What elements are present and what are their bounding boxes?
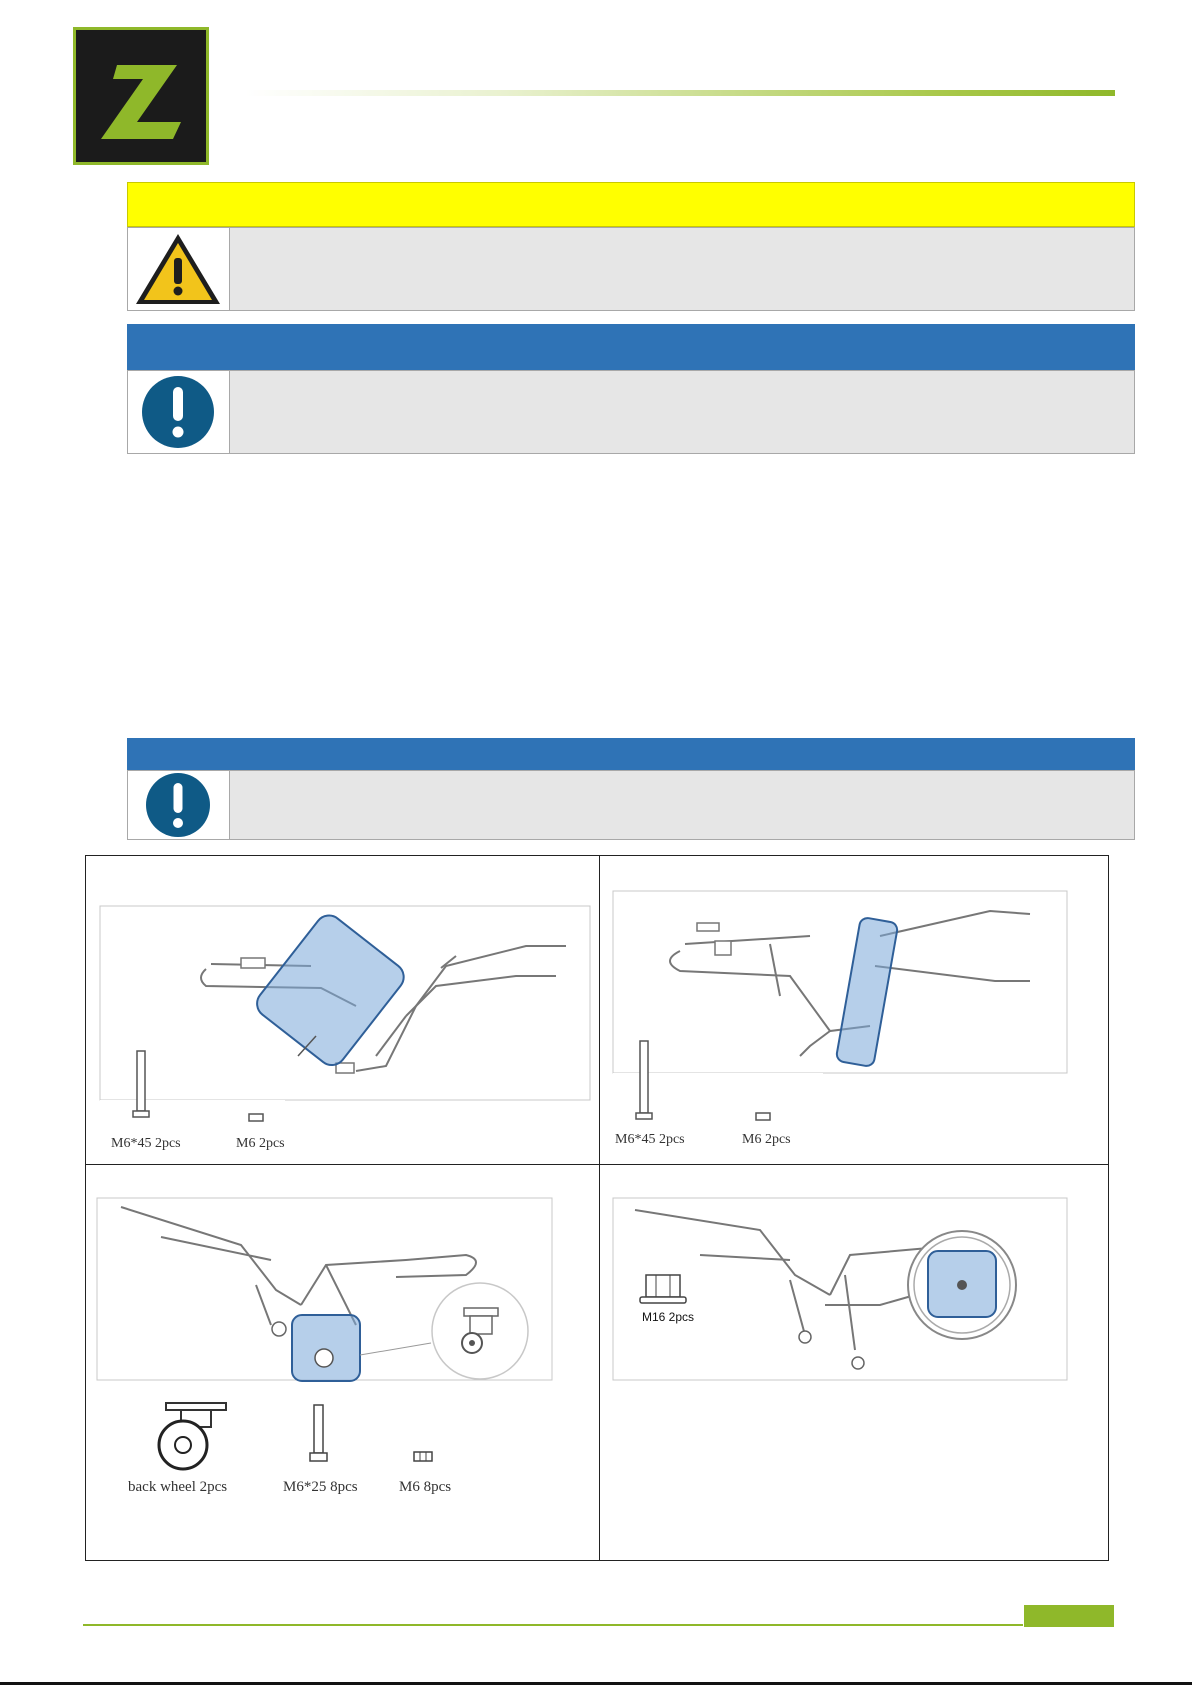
warning-header-bar (127, 182, 1135, 227)
header-rule (245, 90, 1115, 96)
assembly-step-2 (600, 856, 1108, 1164)
part-label: M6*45 2pcs (615, 1132, 685, 1147)
part-label: M6 8pcs (399, 1479, 452, 1495)
assembly-step-1 (86, 856, 599, 1164)
assembly-steps-grid (85, 855, 1109, 1561)
part-label: M6*25 8pcs (283, 1479, 358, 1495)
part-label: back wheel 2pcs (128, 1479, 228, 1495)
step-1-diagram (86, 856, 599, 1164)
brand-logo (73, 27, 209, 165)
part-label: M6 2pcs (236, 1136, 285, 1151)
page-number-box (1024, 1605, 1114, 1627)
assembly-step-4 (600, 1165, 1108, 1561)
note-notice (127, 770, 1135, 840)
assembly-step-3 (86, 1165, 599, 1561)
note-icon-cell (128, 371, 230, 453)
note-header-bar (127, 738, 1135, 770)
step-4-diagram (600, 1165, 1108, 1561)
part-label: M6 2pcs (742, 1132, 791, 1147)
note-icon-cell (128, 771, 230, 839)
footer-rule (83, 1624, 1023, 1626)
exclamation-circle-icon (128, 771, 229, 839)
step-2-diagram (600, 856, 1108, 1164)
part-label: M6*45 2pcs (111, 1136, 181, 1151)
note-notice (127, 370, 1135, 454)
part-label: M16 2pcs (642, 1310, 695, 1324)
warning-icon-cell (128, 228, 230, 310)
step-3-diagram (86, 1165, 599, 1561)
warning-triangle-icon (128, 228, 229, 310)
exclamation-circle-icon (128, 371, 229, 453)
warning-notice (127, 227, 1135, 311)
note-header-bar (127, 324, 1135, 370)
